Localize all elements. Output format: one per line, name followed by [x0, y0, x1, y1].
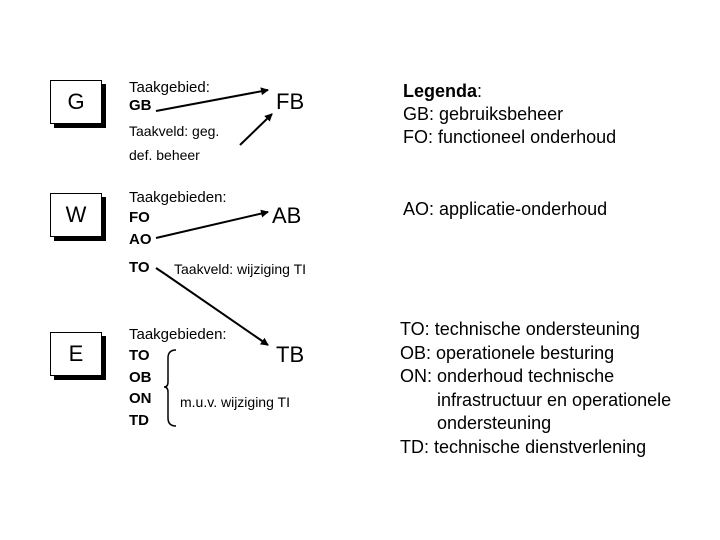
legend-fo-text: functioneel onderhoud — [438, 127, 617, 147]
e-brace-note: m.u.v. wijziging TI — [180, 394, 290, 410]
w-area-value-ao: AO — [129, 231, 152, 248]
w-field-key: Taakveld: — [174, 261, 234, 277]
target-tb: TB — [276, 342, 305, 367]
legend-on-key: ON: — [400, 366, 433, 386]
w-area-value-fo: FO — [129, 209, 150, 226]
legend-fo — [403, 128, 616, 146]
layer-label-e: E — [68, 341, 84, 366]
legend-ob — [400, 344, 614, 362]
legend-ob-text: operationele besturing — [436, 343, 615, 363]
legend-gb-text: gebruiksbeheer — [439, 104, 564, 124]
g-field-key: Taakveld: — [129, 123, 189, 139]
g-field-value-2: def. beheer — [129, 147, 200, 163]
legend-on-line-2: infrastructuur en operationele — [437, 390, 672, 410]
g-field-label — [129, 124, 219, 138]
g-area-label: Taakgebied: — [129, 79, 210, 96]
w-field — [174, 262, 306, 276]
legend-gb — [403, 105, 563, 123]
legend-title-colon: : — [477, 81, 483, 101]
legend-on-line-3: ondersteuning — [437, 413, 552, 433]
e-item-td: TD — [129, 412, 149, 429]
arrow-geg-to-fb — [240, 114, 272, 145]
g-area-value: GB — [129, 97, 152, 114]
legend-to-key: TO: — [400, 319, 430, 339]
e-item-on: ON — [129, 390, 152, 407]
legend-td-text: technische dienstverlening — [434, 437, 647, 457]
legend-gb-key: GB: — [403, 104, 435, 124]
layer-label-w: W — [65, 202, 87, 227]
legend-on — [400, 367, 614, 385]
w-area-label: Taakgebieden: — [129, 189, 227, 206]
legend-title-text: Legenda — [403, 81, 478, 101]
legend-ao — [403, 200, 607, 218]
legend-td-key: TD: — [400, 437, 429, 457]
legend-ao-text: applicatie-onderhoud — [439, 199, 608, 219]
legend-td — [400, 438, 646, 456]
e-area-label: Taakgebieden: — [129, 326, 227, 343]
g-field-value-1: geg. — [192, 123, 220, 139]
line-to-fork — [156, 268, 165, 274]
brace-left — [164, 350, 176, 426]
legend-on-text-1: onderhoud technische — [437, 366, 615, 386]
target-fb: FB — [276, 89, 305, 114]
legend-ao-key: AO: — [403, 199, 435, 219]
legend-title — [403, 82, 482, 100]
target-ab: AB — [272, 203, 302, 228]
e-item-ob: OB — [129, 369, 152, 386]
layer-label-g: G — [67, 89, 85, 114]
arrow-ao-to-ab — [156, 212, 268, 238]
e-item-to: TO — [129, 347, 150, 364]
legend-fo-key: FO: — [403, 127, 433, 147]
legend-ob-key: OB: — [400, 343, 432, 363]
legend-to — [400, 320, 640, 338]
w-to-item: TO — [129, 259, 150, 276]
w-field-value: wijziging TI — [237, 261, 307, 277]
legend-to-text: technische ondersteuning — [434, 319, 640, 339]
